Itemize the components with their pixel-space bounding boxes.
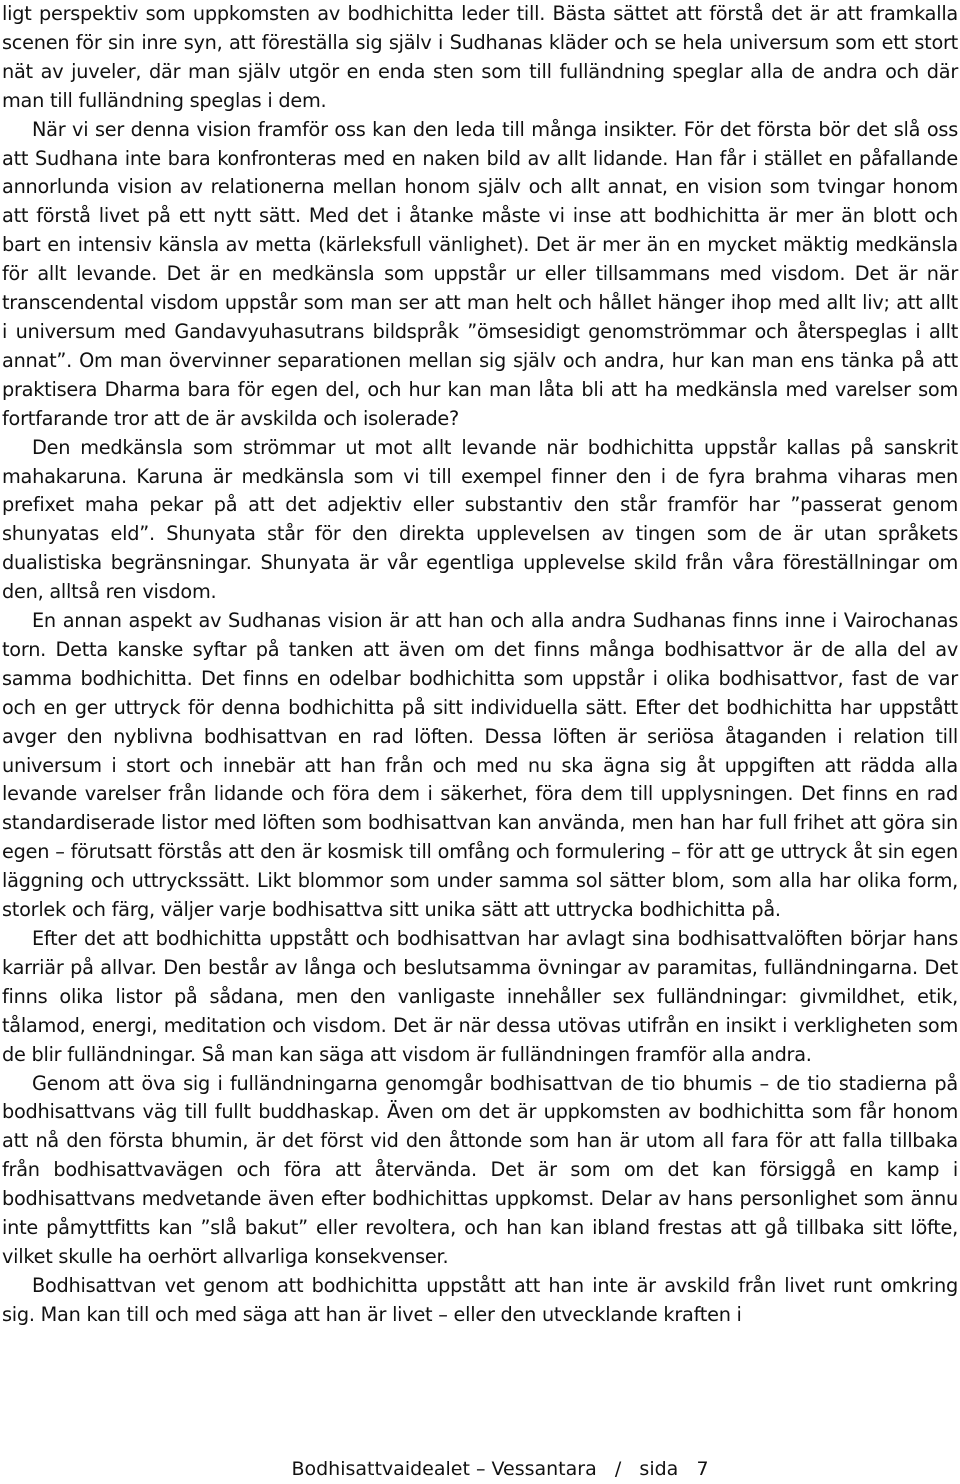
paragraph: Bodhisattvan vet genom att bodhichitta uppstått att han inte är avskild från livet runt omkring sig. Man kan till och med säga att han är livet – eller den utvecklande kraften i [2, 1273, 958, 1326]
paragraph: När vi ser denna vision framför oss kan den leda till många insikter. För det första bör det slå oss att Sudhana inte bara konfronteras med en naken bild av allt lidande. Han får i stället en påfallande annorlunda vision av relationerna mellan honom själv och allt annat, en vision som tvingar honom att förstå livet på ett nytt sätt. Med det i åtanke måste vi inse att bodhichitta är mer än blott och bart en intensiv känsla av metta (kärleksfull vänlighet). Det är mer än en mycket mäktig medkänsla för allt levande. Det är en medkänsla som uppstår ur eller tillsammans med visdom. Det är när transcendental visdom uppstår som man ser att man helt och hållet hänger ihop med allt liv; att allt i universum med Gandavyuhasutrans bildspråk ”ömsesidigt genomströmmar och återspeglas i allt annat”. Om man övervinner separationen mellan sig själv och andra, hur kan man ens tänka på att praktisera Dharma bara för egen del, och hur kan man låta bli att ha medkänsla med varelser som fortfarande tror att de är avskilda och isolerade? [2, 117, 958, 430]
paragraph: En annan aspekt av Sudhanas vision är att han och alla andra Sudhanas finns inne i Vairochanas torn. Detta kanske syftar på tanken att även om det finns många bodhisattvor är de alla del av samma bodhichitta. Det finns en odelbar bodhichitta som uppstår i olika bodhisattvor, fast de var och en ger uttryck för denna bodhichitta på sitt individuella sätt. Efter det bodhichitta har uppstått avger den nyblivna bodhisattvan en rad löften. Dessa löften är seriösa åtaganden i relation till universum i stort och innebär att han från och med nu ska ägna sig åt uppgiften att rädda alla levande varelser från lidande och föra dem i säkerhet, föra dem till upplysningen. Det finns en rad standardiserade listor med löften som bodhisattvan kan använda, men han har full frihet att göra sin egen – förutsatt förstås att den är kosmisk till omfång och formulering – för att ge uttryck åt sin egen läggning och uttryckssätt. Likt blommor som under samma sol sätter blom, som alla har olika form, storlek och färg, väljer varje bodhisattva sitt unika sätt att uttrycka bodhichitta på. [2, 609, 958, 922]
footer-separator: / [614, 1458, 622, 1480]
body-text [2, 0, 958, 1330]
paragraph-continuation: ligt perspektiv som uppkomsten av bodhichitta leder till. Bästa sättet att förstå det är att framkalla scenen för sin inre syn, att föreställa sig själv i Sudhanas kläder och se hela universum som ett stort nät av juveler, där man själv utgör en enda sten som till fulländning speglar alla de andra och där man till fulländning speglas i dem. [2, 2, 958, 112]
page-footer [0, 1457, 960, 1481]
paragraph: Den medkänsla som strömmar ut mot allt levande när bodhichitta uppstår kallas på sanskrit mahakaruna. Karuna är medkänsla som vi till exempel finner den i de fyra brahma viharas men prefixet maha pekar på att det adjektiv eller substantiv den står framför har ”passerat genom shunyatas eld”. Shunyata står för den direkta upplevelsen av tingen som de är utan språkets dualistiska begränsningar. Shunyata är vår egentliga upplevelse skild från våra föreställningar om den, alltså ren visdom. [2, 435, 958, 604]
page-number: 7 [696, 1458, 709, 1480]
footer-title: Bodhisattvaidealet – Vessantara [291, 1458, 597, 1480]
paragraph: Genom att öva sig i fulländningarna genomgår bodhisattvan de tio bhumis – de tio stadierna på bodhisattvans väg till fullt buddhaskap. Även om det är uppkomsten av bodhichitta som får honom att nå den första bhumin, är det först vid den åttonde som han är utom all fara för att falla tillbaka från bodhisattvavägen och föra att återvända. Det är som om det kan försiggå en kamp i bodhisattvans medvetande även efter bodhichittas uppkomst. Delar av hans personlighet som ännu inte påmyttfitts kan ”slå bakut” eller revoltera, och han kan ibland frestas att gå tillbaka sitt löfte, vilket skulle ha oerhört allvarliga konsekvenser. [2, 1071, 958, 1268]
paragraph: Efter det att bodhichitta uppstått och bodhisattvan har avlagt sina bodhisattvalöften börjar hans karriär på allvar. Den består av långa och beslutsamma övningar av paramitas, fulländningarna. Det finns olika listor på sådana, men den vanligaste innehåller sex fulländningar: givmildhet, etik, tålamod, energi, meditation och visdom. Det är när dessa utövas utifrån en insikt i verkligheten som de blir fulländningar. Så man kan säga att visdom är fulländningen framför alla andra. [2, 927, 958, 1066]
footer-page-label: sida [639, 1458, 679, 1480]
